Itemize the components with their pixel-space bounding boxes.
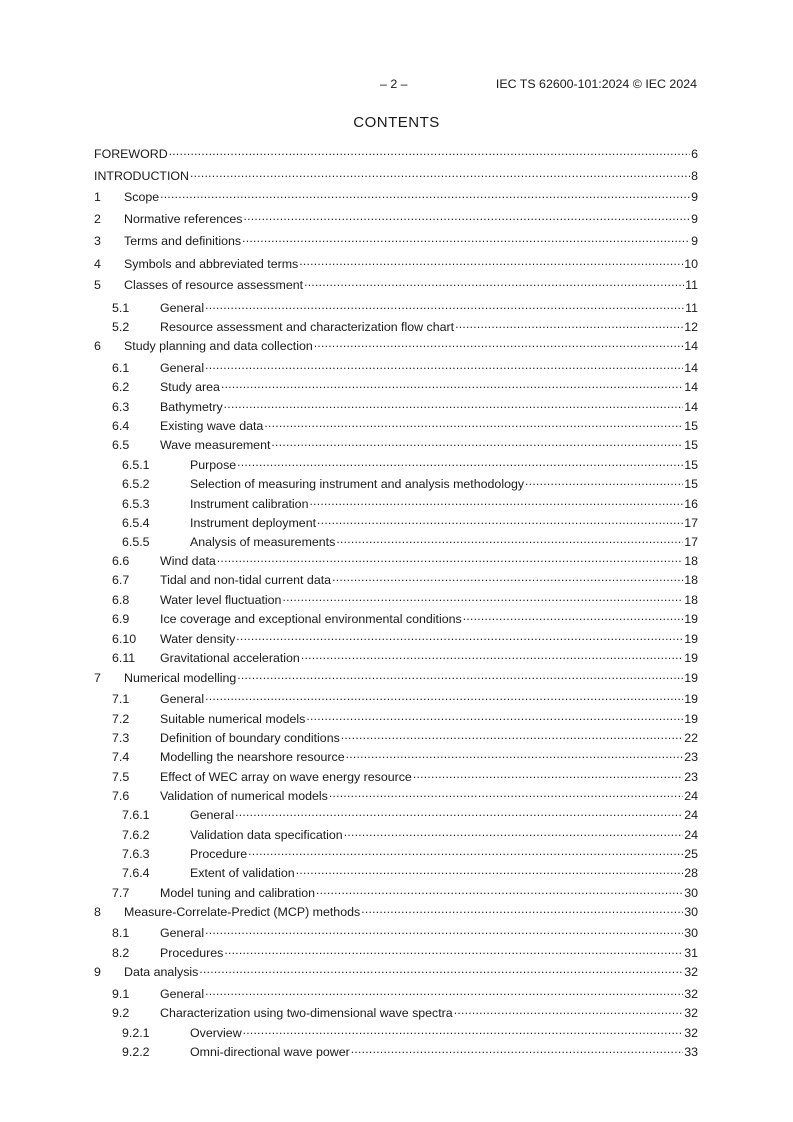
toc-entry[interactable] <box>94 168 698 184</box>
toc-entry-page: 24 <box>684 808 698 822</box>
toc-entry-page: 15 <box>684 477 698 491</box>
toc-entry-number: 7.6.4 <box>122 866 150 880</box>
dot-leader <box>243 211 690 223</box>
toc-entry[interactable] <box>94 904 698 920</box>
dot-leader <box>160 189 690 201</box>
dot-leader <box>296 865 684 877</box>
toc-entry-title: Validation data specification <box>190 828 343 842</box>
dot-leader <box>243 1025 684 1037</box>
toc-entry-title: General <box>160 987 205 1001</box>
toc-entry-number: 7.6.1 <box>122 808 150 822</box>
toc-entry-number: 7.2 <box>112 712 130 726</box>
toc-entry-number: 7.3 <box>112 731 130 745</box>
dot-leader <box>346 749 684 761</box>
toc-entry-page: 33 <box>684 1045 698 1059</box>
toc-entry-page: 32 <box>684 1006 698 1020</box>
toc-entry-page: 12 <box>684 320 698 334</box>
toc-entry-title: Selection of measuring instrument and analysis methodology <box>190 477 525 491</box>
toc-entry-page: 19 <box>684 612 698 626</box>
toc-entry-page: 19 <box>684 712 698 726</box>
toc-entry[interactable] <box>94 807 698 823</box>
toc-entry-number: 9.1 <box>112 987 130 1001</box>
toc-entry-title: Gravitational acceleration <box>160 651 300 665</box>
toc-entry-number: 6.5.1 <box>122 458 150 472</box>
toc-entry[interactable] <box>94 945 698 961</box>
dot-leader <box>205 360 683 372</box>
toc-entry[interactable] <box>94 553 698 569</box>
toc-entry-number: 9.2.1 <box>122 1026 150 1040</box>
toc-entry-title: General <box>160 361 205 375</box>
toc-entry[interactable] <box>94 360 698 376</box>
dot-leader <box>205 300 684 312</box>
dot-leader <box>301 650 683 662</box>
toc-entry-page: 14 <box>684 361 698 375</box>
toc-entry-title: General <box>160 301 205 315</box>
toc-entry-title: Resource assessment and characterization flow chart <box>160 320 455 334</box>
toc-entry[interactable] <box>94 788 698 804</box>
toc-entry-page: 32 <box>684 1026 698 1040</box>
toc-entry-title: Bathymetry <box>160 400 223 414</box>
toc-entry[interactable] <box>94 711 698 727</box>
toc-entry-number: 5.1 <box>112 301 130 315</box>
toc-entry[interactable] <box>94 457 698 473</box>
toc-entry-title: Extent of validation <box>190 866 295 880</box>
toc-entry-title: INTRODUCTION <box>94 169 189 183</box>
toc-entry-title: Model tuning and calibration <box>160 886 315 900</box>
toc-entry-number: 7.4 <box>112 750 130 764</box>
toc-entry-number: 6.9 <box>112 612 130 626</box>
toc-entry-number: 7.7 <box>112 886 130 900</box>
toc-entry-title: Wave measurement <box>160 438 271 452</box>
dot-leader <box>454 1005 684 1017</box>
toc-entry-page: 19 <box>684 651 698 665</box>
dot-leader <box>329 788 683 800</box>
toc-entry[interactable] <box>94 572 698 588</box>
toc-entry-page: 18 <box>684 573 698 587</box>
toc-entry[interactable] <box>94 611 698 627</box>
dot-leader <box>217 553 683 565</box>
dot-leader <box>361 904 683 916</box>
toc-entry[interactable] <box>94 277 698 293</box>
toc-entry-number: 8 <box>94 905 101 919</box>
toc-entry-page: 16 <box>684 497 698 511</box>
dot-leader <box>455 319 683 331</box>
toc-entry[interactable] <box>94 515 698 531</box>
toc-entry[interactable] <box>94 925 698 941</box>
toc-entry-title: Modelling the nearshore resource <box>160 750 345 764</box>
toc-entry[interactable] <box>94 670 698 686</box>
dot-leader <box>237 670 683 682</box>
toc-entry-number: 6.7 <box>112 573 130 587</box>
toc-entry[interactable] <box>94 319 698 335</box>
toc-entry-title: Instrument deployment <box>190 516 317 530</box>
dot-leader <box>309 496 683 508</box>
dot-leader <box>224 945 683 957</box>
dot-leader <box>351 1044 683 1056</box>
toc-entry-title: Effect of WEC array on wave energy resource <box>160 770 412 784</box>
toc-entry-number: 6.11 <box>112 651 136 665</box>
toc-entry[interactable] <box>94 1025 698 1041</box>
dot-leader <box>235 807 683 819</box>
dot-leader <box>242 233 690 245</box>
toc-entry[interactable] <box>94 986 698 1002</box>
toc-entry-page: 11 <box>685 278 698 292</box>
toc-entry-page: 31 <box>684 946 698 960</box>
toc-entry-page: 14 <box>684 380 698 394</box>
toc-entry-page: 17 <box>684 535 698 549</box>
toc-entry-number: 7.1 <box>112 692 130 706</box>
toc-entry-number: 8.1 <box>112 926 130 940</box>
toc-entry[interactable] <box>94 437 698 453</box>
toc-entry-title: General <box>160 926 205 940</box>
toc-entry-number: 8.2 <box>112 946 130 960</box>
dot-leader <box>336 534 683 546</box>
toc-entry-title: Scope <box>124 190 160 204</box>
toc-entry-number: 2 <box>94 212 101 226</box>
toc-entry-page: 11 <box>685 301 698 315</box>
dot-leader <box>205 925 683 937</box>
dot-leader <box>199 964 683 976</box>
toc-entry-number: 6.8 <box>112 593 130 607</box>
toc-entry-number: 6.5 <box>112 438 130 452</box>
dot-leader <box>463 611 684 623</box>
dot-leader <box>169 146 690 158</box>
toc-entry[interactable] <box>94 534 698 550</box>
toc-entry-page: 9 <box>691 212 698 226</box>
dot-leader <box>344 827 684 839</box>
dot-leader <box>205 691 683 703</box>
toc-entry-title: Analysis of measurements <box>190 535 336 549</box>
toc-entry-number: 6.2 <box>112 380 130 394</box>
toc-entry[interactable] <box>94 964 698 980</box>
dot-leader <box>316 885 683 897</box>
toc-entry-page: 8 <box>691 169 698 183</box>
toc-entry[interactable] <box>94 769 698 785</box>
toc-entry-title: Terms and definitions <box>124 234 242 248</box>
toc-entry-page: 9 <box>691 190 698 204</box>
toc-entry-title: Tidal and non-tidal current data <box>160 573 332 587</box>
toc-entry-page: 28 <box>684 866 698 880</box>
toc-entry-page: 30 <box>684 926 698 940</box>
toc-entry-title: Symbols and abbreviated terms <box>124 257 299 271</box>
toc-entry-page: 15 <box>684 458 698 472</box>
toc-entry-page: 18 <box>684 554 698 568</box>
page-number: – 2 – <box>380 77 408 91</box>
page-title: CONTENTS <box>353 114 440 131</box>
toc-entry-page: 19 <box>684 692 698 706</box>
dot-leader <box>332 572 683 584</box>
toc-entry-title: Characterization using two-dimensional wave spectra <box>160 1006 453 1020</box>
toc-entry[interactable] <box>94 650 698 666</box>
toc-entry[interactable] <box>94 496 698 512</box>
dot-leader <box>271 437 683 449</box>
toc-entry[interactable] <box>94 256 698 272</box>
dot-leader <box>190 168 690 180</box>
toc-entry-page: 14 <box>684 400 698 414</box>
dot-leader <box>525 476 683 488</box>
toc-entry-title: Procedures <box>160 946 224 960</box>
toc-entry-number: 7.5 <box>112 770 130 784</box>
toc-entry-title: Purpose <box>190 458 237 472</box>
toc-entry-title: Classes of resource assessment <box>124 278 304 292</box>
toc-entry-number: 7.6 <box>112 789 130 803</box>
toc-entry-page: 23 <box>684 750 698 764</box>
toc-entry[interactable] <box>94 730 698 746</box>
toc-entry-page: 32 <box>684 987 698 1001</box>
toc-entry-page: 22 <box>684 731 698 745</box>
dot-leader <box>317 515 683 527</box>
toc-entry-title: Normative references <box>124 212 243 226</box>
dot-leader <box>341 730 683 742</box>
dot-leader <box>236 631 683 643</box>
toc-entry-number: 5.2 <box>112 320 130 334</box>
toc-entry-title: Wind data <box>160 554 216 568</box>
toc-entry[interactable] <box>94 885 698 901</box>
toc-entry-page: 32 <box>684 965 698 979</box>
toc-entry-page: 18 <box>684 593 698 607</box>
toc-entry-title: Instrument calibration <box>190 497 309 511</box>
dot-leader <box>224 399 684 411</box>
toc-entry-title: Water level fluctuation <box>160 593 282 607</box>
toc-entry-number: 3 <box>94 234 101 248</box>
dot-leader <box>221 379 683 391</box>
toc-entry[interactable] <box>94 146 698 162</box>
toc-entry-title: Data analysis <box>124 965 199 979</box>
toc-entry[interactable] <box>94 211 698 227</box>
toc-entry-title: Suitable numerical models <box>160 712 306 726</box>
toc-entry[interactable] <box>94 749 698 765</box>
toc-entry[interactable] <box>94 379 698 395</box>
dot-leader <box>314 338 683 350</box>
toc-entry[interactable] <box>94 338 698 354</box>
toc-entry-number: 6.6 <box>112 554 130 568</box>
toc-entry-page: 25 <box>684 847 698 861</box>
toc-entry-title: Overview <box>190 1026 242 1040</box>
toc-entry-page: 30 <box>684 886 698 900</box>
toc-entry[interactable] <box>94 865 698 881</box>
toc-entry-page: 10 <box>684 257 698 271</box>
toc-entry-page: 15 <box>684 419 698 433</box>
dot-leader <box>237 457 683 469</box>
toc-entry-number: 6.5.5 <box>122 535 150 549</box>
toc-entry-number: 6 <box>94 339 101 353</box>
toc-entry-title: Omni-directional wave power <box>190 1045 350 1059</box>
toc-entry-title: Numerical modelling <box>124 671 237 685</box>
toc-entry-page: 24 <box>684 789 698 803</box>
toc-entry-page: 14 <box>684 339 698 353</box>
toc-entry[interactable] <box>94 827 698 843</box>
toc-entry-page: 15 <box>684 438 698 452</box>
toc-entry-number: 9.2 <box>112 1006 130 1020</box>
toc-entry-number: 1 <box>94 190 101 204</box>
toc-entry-number: 7.6.3 <box>122 847 150 861</box>
dot-leader <box>205 986 683 998</box>
toc-entry-title: Existing wave data <box>160 419 264 433</box>
dot-leader <box>264 418 683 430</box>
dot-leader <box>299 256 683 268</box>
toc-entry-number: 6.1 <box>112 361 130 375</box>
toc-entry-page: 24 <box>684 828 698 842</box>
toc-entry-title: Study planning and data collection <box>124 339 313 353</box>
page-header <box>0 77 793 93</box>
toc-entry[interactable] <box>94 300 698 316</box>
toc-entry-page: 17 <box>684 516 698 530</box>
toc-entry-title: FOREWORD <box>94 147 168 161</box>
toc-entry[interactable] <box>94 846 698 862</box>
toc-entry[interactable] <box>94 1044 698 1060</box>
toc-entry-number: 6.5.3 <box>122 497 150 511</box>
toc-entry[interactable] <box>94 418 698 434</box>
toc-entry[interactable] <box>94 399 698 415</box>
toc-entry-title: Measure-Correlate-Predict (MCP) methods <box>124 905 361 919</box>
toc-entry-number: 9.2.2 <box>122 1045 150 1059</box>
toc-entry-number: 6.3 <box>112 400 130 414</box>
toc-entry-number: 9 <box>94 965 101 979</box>
toc-entry-page: 23 <box>684 770 698 784</box>
dot-leader <box>304 277 684 289</box>
toc-entry-page: 6 <box>691 147 698 161</box>
toc-entry[interactable] <box>94 1005 698 1021</box>
toc-entry[interactable] <box>94 233 698 249</box>
toc-entry-title: Procedure <box>190 847 248 861</box>
toc-entry-title: General <box>190 808 235 822</box>
toc-entry-title: General <box>160 692 205 706</box>
toc-entry-number: 6.5.4 <box>122 516 150 530</box>
toc-entry-number: 4 <box>94 257 101 271</box>
toc-entry-page: 19 <box>684 632 698 646</box>
dot-leader <box>248 846 683 858</box>
toc-entry-number: 6.10 <box>112 632 137 646</box>
dot-leader <box>413 769 683 781</box>
dot-leader <box>282 592 683 604</box>
document-reference: IEC TS 62600-101:2024 © IEC 2024 <box>495 77 697 91</box>
toc-entry-number: 6.5.2 <box>122 477 150 491</box>
toc-entry[interactable] <box>94 476 698 492</box>
toc-entry-page: 30 <box>684 905 698 919</box>
toc-entry-page: 9 <box>691 234 698 248</box>
toc-entry-title: Validation of numerical models <box>160 789 328 803</box>
toc-entry-title: Study area <box>160 380 220 394</box>
toc-entry[interactable] <box>94 189 698 205</box>
toc-entry-title: Ice coverage and exceptional environmental conditions <box>160 612 462 626</box>
toc-entry-number: 6.4 <box>112 419 130 433</box>
toc-entry[interactable] <box>94 592 698 608</box>
toc-entry-number: 7 <box>94 671 101 685</box>
toc-entry[interactable] <box>94 691 698 707</box>
toc-entry-title: Definition of boundary conditions <box>160 731 340 745</box>
dot-leader <box>306 711 683 723</box>
toc-entry[interactable] <box>94 631 698 647</box>
toc-entry-title: Water density <box>160 632 236 646</box>
toc-entry-number: 5 <box>94 278 101 292</box>
toc-entry-page: 19 <box>684 671 698 685</box>
toc-entry-number: 7.6.2 <box>122 828 150 842</box>
